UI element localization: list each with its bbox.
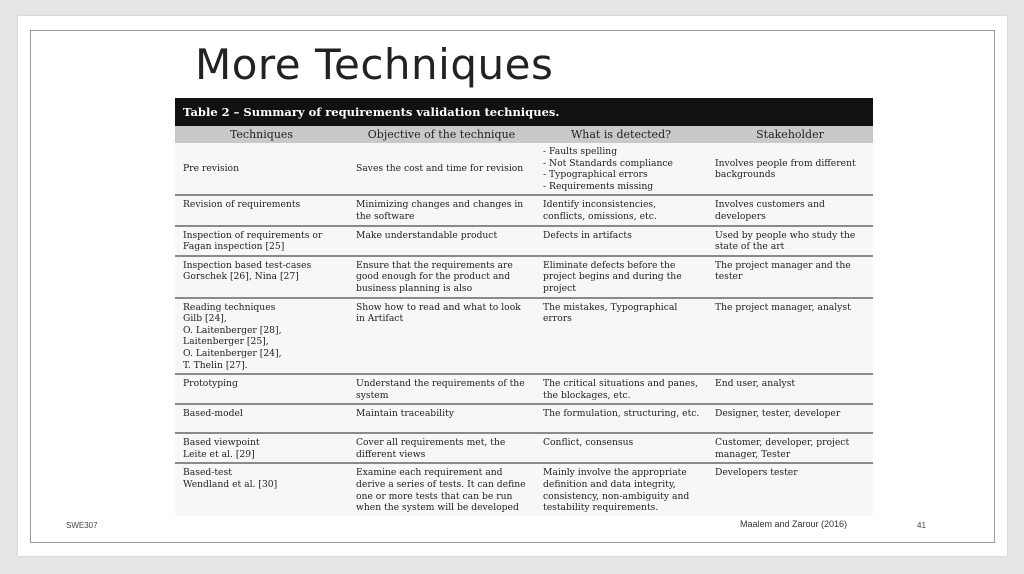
objective-cell: Cover all requirements met, the different views (348, 433, 535, 463)
cell-line: - Requirements missing (543, 180, 654, 192)
cell-line: Defects in artifacts (543, 229, 632, 241)
cell-line: Inspection of requirements or Fagan inspection [25] (183, 229, 323, 253)
cell-line: - Typographical errors (543, 169, 648, 181)
technique-cell (175, 195, 348, 225)
header-detected: What is detected? (535, 126, 707, 143)
course-code: SWE307 (66, 521, 98, 530)
objective-cell: Make understandable product (348, 226, 535, 256)
cell-line: Gilb [24], (183, 313, 227, 325)
objective-cell: Maintain traceability (348, 404, 535, 433)
table-row (175, 226, 873, 256)
cell-line: O. Laitenberger [24], (183, 347, 282, 359)
technique-cell (175, 404, 348, 433)
technique-cell (175, 374, 348, 404)
detected-cell (535, 256, 707, 298)
objective-cell: Understand the requirements of the system (348, 374, 535, 404)
table-row (175, 463, 873, 515)
cell-line: - Not Standards compliance (543, 157, 673, 169)
cell-line: Reading techniques (183, 301, 276, 313)
detected-cell (535, 433, 707, 463)
table-header-row (175, 126, 873, 143)
stakeholder-cell: Customer, developer, project manager, Tester (707, 433, 873, 463)
detected-cell (535, 374, 707, 404)
header-objective: Objective of the technique (348, 126, 535, 143)
cell-line: Prototyping (183, 378, 238, 390)
table-row (175, 298, 873, 375)
stakeholder-cell: The project manager, analyst (707, 298, 873, 375)
cell-line: Leite et al. [29] (183, 448, 255, 460)
stakeholder-cell: Designer, tester, developer (707, 404, 873, 433)
objective-cell: Ensure that the requirements are good enough for the product and business planning is also (348, 256, 535, 298)
technique-cell (175, 226, 348, 256)
technique-cell (175, 256, 348, 298)
cell-line: The formulation, structuring, etc. (543, 408, 700, 420)
stakeholder-cell: End user, analyst (707, 374, 873, 404)
cell-line: Inspection based test-cases Gorschek [26], Nina [27] (183, 259, 312, 283)
slide-title: More Techniques (195, 40, 554, 89)
cell-line: The critical situations and panes, the blockages, etc. (543, 378, 698, 401)
detected-cell (535, 195, 707, 225)
table-row (175, 433, 873, 463)
page-number: 41 (917, 521, 926, 530)
cell-line: Eliminate defects before the project begins and during the project (543, 259, 682, 294)
cell-line: Based-test (183, 467, 232, 479)
cell-line: Based-model (183, 408, 243, 420)
cell-line: Mainly involve the appropriate definition and data integrity, consistency, non-ambiguity and testability requirements. (543, 467, 690, 514)
table-row (175, 374, 873, 404)
objective-cell: Examine each requirement and derive a series of tests. It can define one or more tests that can be run when the system will be developed (348, 463, 535, 515)
header-stakeholder: Stakeholder (707, 126, 873, 143)
table-row (175, 404, 873, 433)
detected-cell (535, 298, 707, 375)
technique-cell (175, 298, 348, 375)
stakeholder-cell: Developers tester (707, 463, 873, 515)
header-techniques: Techniques (175, 126, 348, 143)
detected-cell (535, 226, 707, 256)
detected-cell (535, 143, 707, 195)
cell-line: Identify inconsistencies, conflicts, omissions, etc. (543, 199, 657, 222)
cell-line: Pre revision (183, 163, 239, 175)
cell-line: O. Laitenberger [28], (183, 324, 282, 336)
validation-techniques-table (175, 126, 873, 516)
stakeholder-cell: Used by people who study the state of the art (707, 226, 873, 256)
cell-line: The mistakes, Typographical errors (543, 301, 678, 325)
objective-cell: Minimizing changes and changes in the software (348, 195, 535, 225)
table-image (175, 98, 873, 516)
table-row (175, 195, 873, 225)
stakeholder-cell: Involves customers and developers (707, 195, 873, 225)
cell-line: Wendland et al. [30] (183, 479, 278, 491)
stakeholder-cell: The project manager and the tester (707, 256, 873, 298)
stakeholder-cell: Involves people from different backgrounds (707, 143, 873, 195)
objective-cell: Show how to read and what to look in Artifact (348, 298, 535, 375)
cell-line: Laitenberger [25], (183, 336, 269, 348)
table-caption: Table 2 – Summary of requirements validation techniques. (175, 98, 873, 126)
detected-cell (535, 404, 707, 433)
objective-cell: Saves the cost and time for revision (348, 143, 535, 195)
cell-line: Revision of requirements (183, 199, 301, 211)
table-row (175, 143, 873, 195)
technique-cell (175, 463, 348, 515)
technique-cell (175, 143, 348, 195)
cell-line: - Faults spelling (543, 146, 618, 157)
table-row (175, 256, 873, 298)
cell-line: T. Thelin [27]. (183, 359, 248, 371)
detected-cell (535, 463, 707, 515)
cell-line: Conflict, consensus (543, 437, 634, 449)
technique-cell (175, 433, 348, 463)
citation: Maalem and Zarour (2016) (740, 519, 848, 529)
cell-line: Based viewpoint (183, 437, 260, 449)
